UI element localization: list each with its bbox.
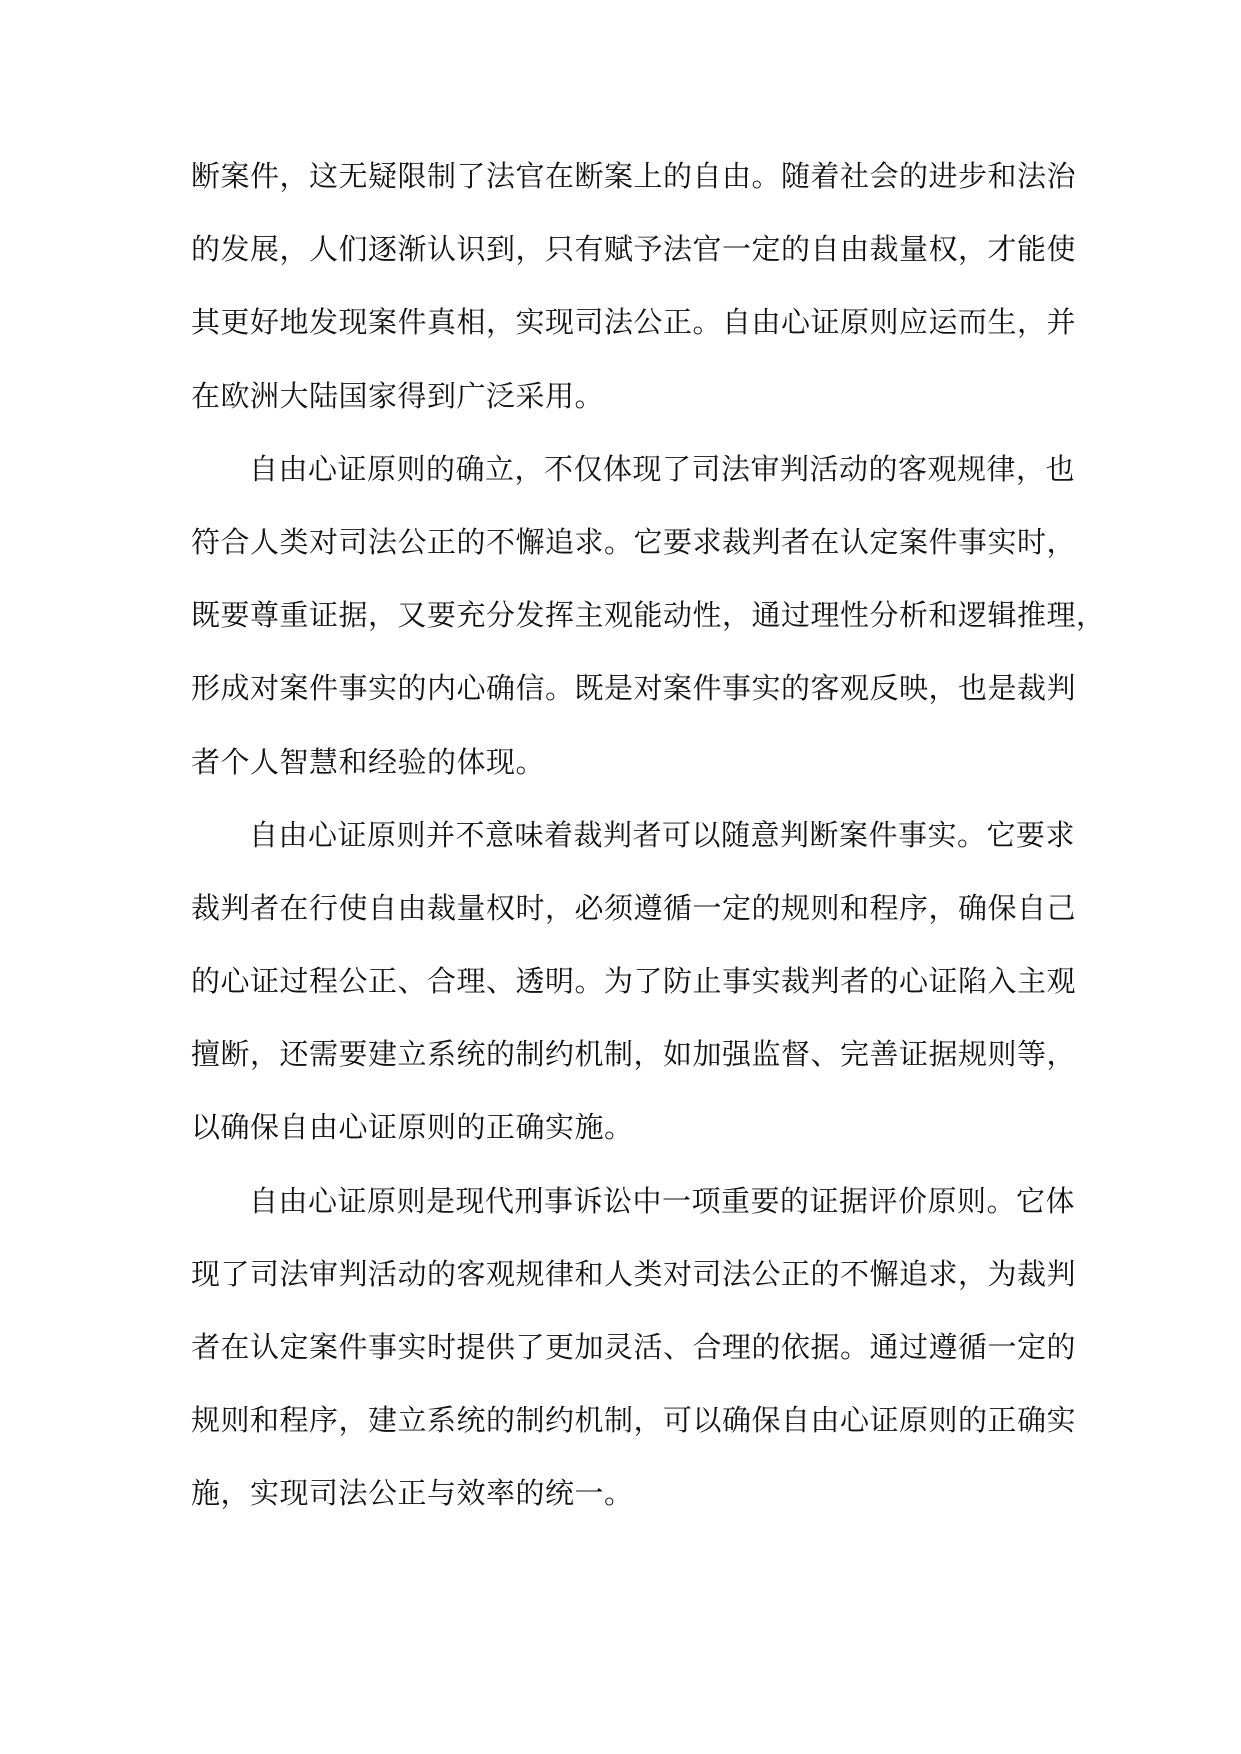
text-line: 裁判者在行使自由裁量权时，必须遵循一定的规则和程序，确保自己 — [191, 890, 1077, 925]
paragraph-4 — [191, 1165, 1077, 1531]
text-line: 自由心证原则的确立，不仅体现了司法审判活动的客观规律，也 — [249, 451, 1076, 486]
text-line: 在欧洲大陆国家得到广泛采用。 — [191, 378, 605, 413]
text-line: 擅断，还需要建立系统的制约机制，如加强监督、完善证据规则等， — [191, 1037, 1077, 1072]
text-line: 其更好地发现案件真相，实现司法公正。自由心证原则应运而生，并 — [191, 305, 1077, 340]
text-line: 现了司法审判活动的客观规律和人类对司法公正的不懈追求，为裁判 — [191, 1256, 1077, 1291]
paragraph-2 — [191, 433, 1106, 799]
text-line: 符合人类对司法公正的不懈追求。它要求裁判者在认定案件事实时， — [191, 524, 1077, 559]
text-line: 的心证过程公正、合理、透明。为了防止事实裁判者的心证陷入主观 — [191, 964, 1077, 999]
text-line: 既要尊重证据，又要充分发挥主观能动性，通过理性分析和逻辑推理， — [191, 598, 1106, 633]
text-line: 自由心证原则并不意味着裁判者可以随意判断案件事实。它要求 — [249, 817, 1076, 852]
text-line: 施，实现司法公正与效率的统一。 — [191, 1476, 634, 1511]
text-line: 规则和程序，建立系统的制约机制，可以确保自由心证原则的正确实 — [191, 1403, 1077, 1438]
paragraph-1 — [191, 140, 1077, 433]
paragraph-3 — [191, 799, 1077, 1165]
text-line: 自由心证原则是现代刑事诉讼中一项重要的证据评价原则。它体 — [249, 1183, 1076, 1218]
text-line: 者个人智慧和经验的体现。 — [191, 744, 546, 779]
body-text — [191, 140, 1106, 1531]
text-line: 以确保自由心证原则的正确实施。 — [191, 1110, 634, 1145]
text-line: 者在认定案件事实时提供了更加灵活、合理的依据。通过遵循一定的 — [191, 1330, 1077, 1364]
text-line: 的发展，人们逐渐认识到，只有赋予法官一定的自由裁量权，才能使 — [191, 232, 1077, 267]
text-line: 形成对案件事实的内心确信。既是对案件事实的客观反映，也是裁判 — [191, 671, 1077, 706]
text-line: 断案件，这无疑限制了法官在断案上的自由。随着社会的进步和法治 — [191, 159, 1077, 193]
